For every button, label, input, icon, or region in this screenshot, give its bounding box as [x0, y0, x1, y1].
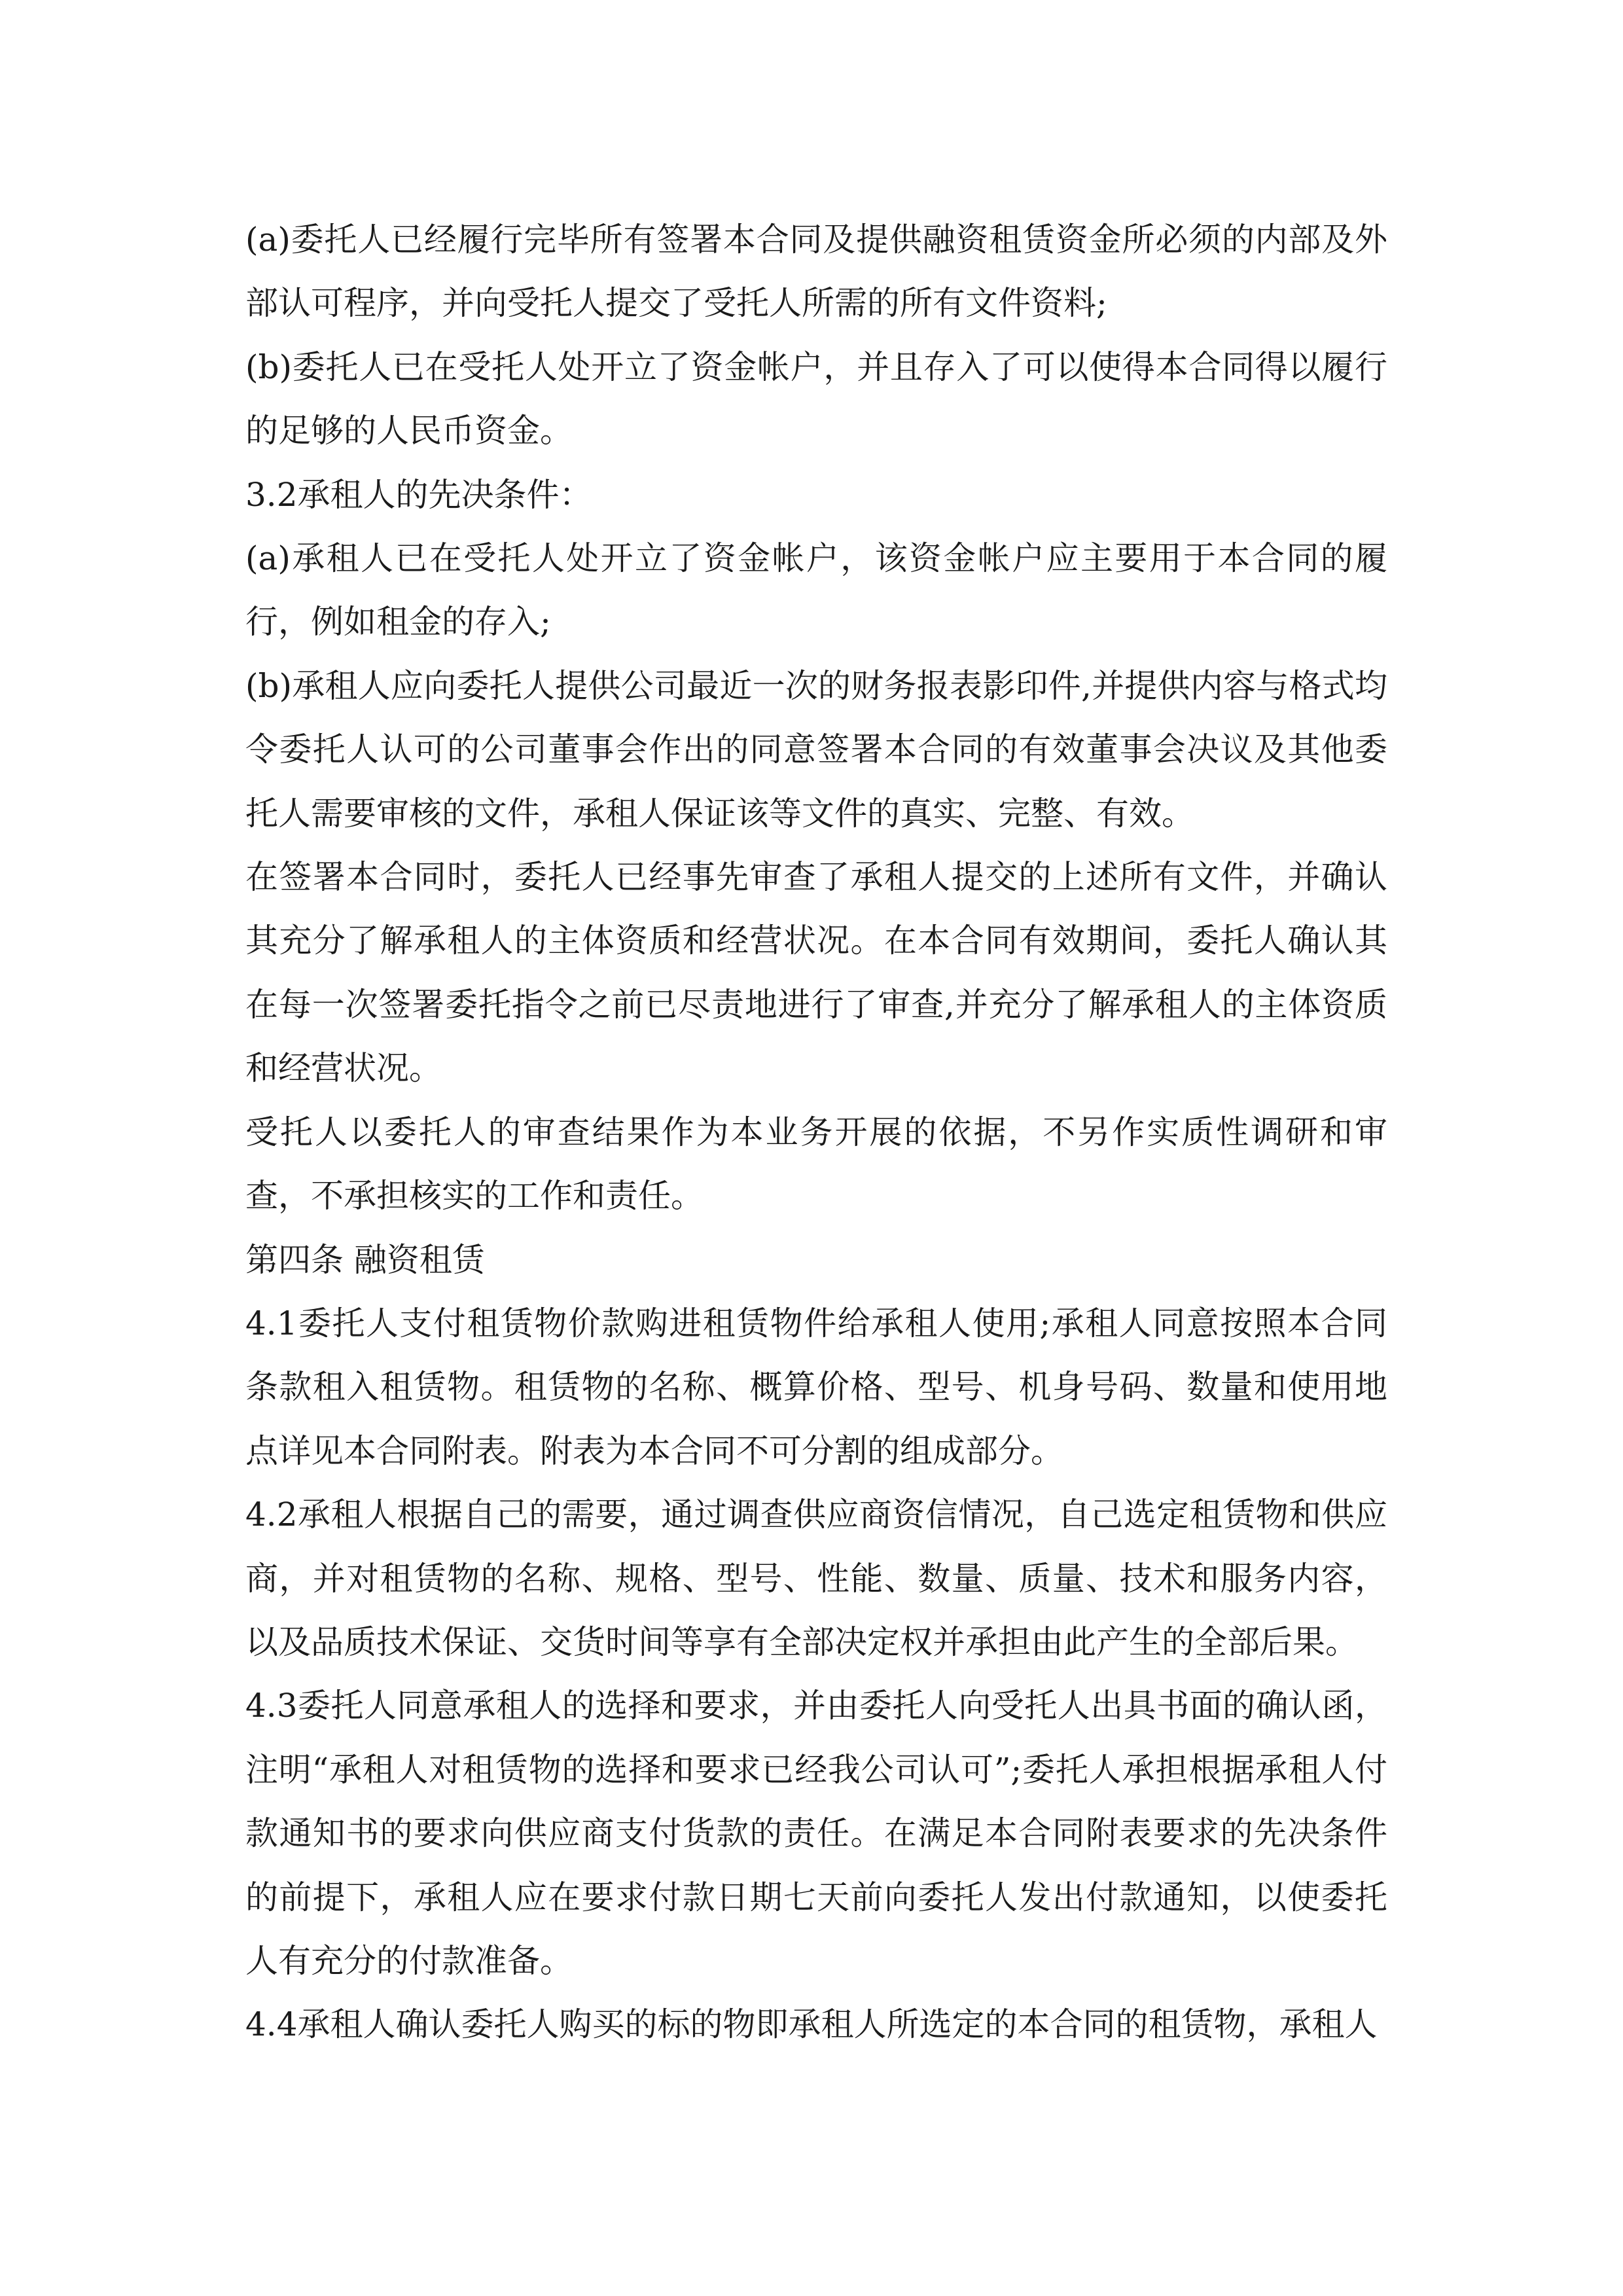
- paragraph-4-2: 4.2承租人根据自己的需要，通过调查供应商资信情况，自己选定租赁物和供应商，并对租赁物的名称、规格、型号、性能、数量、质量、技术和服务内容，以及品质技术保证、交货时间等享有全部决定权并承担由此产生的全部后果。: [245, 1496, 1387, 1661]
- article-heading-4: 第四条 融资租赁: [245, 1240, 485, 1279]
- section-heading-3-2: 3.2承租人的先决条件：: [245, 475, 592, 514]
- paragraph-4-4: 4.4承租人确认委托人购买的标的物即承租人所选定的本合同的租赁物，承租人: [245, 2005, 1378, 2044]
- paragraph-3-2-b: (b)承租人应向委托人提供公司最近一次的财务报表影印件,并提供内容与格式均令委托人认可的公司董事会作出的同意签署本合同的有效董事会决议及其他委托人需要审核的文件，承租人保证该等文件的真实、完整、有效。: [245, 666, 1387, 833]
- paragraph-trustee-basis: 受托人以委托人的审查结果作为本业务开展的依据，不另作实质性调研和审查，不承担核实的工作和责任。: [245, 1113, 1387, 1215]
- document-body: [245, 208, 1387, 2057]
- paragraph-4-1: 4.1委托人支付租赁物价款购进租赁物件给承租人使用;承租人同意按照本合同条款租入租赁物。租赁物的名称、概算价格、型号、机身号码、数量和使用地点详见本合同附表。附表为本合同不可分割的组成部分。: [245, 1304, 1387, 1470]
- paragraph-3-1-a: (a)委托人已经履行完毕所有签署本合同及提供融资租赁资金所必须的内部及外部认可程序，并向受托人提交了受托人所需的所有文件资料;: [245, 221, 1387, 323]
- paragraph-review: 在签署本合同时，委托人已经事先审查了承租人提交的上述所有文件，并确认其充分了解承租人的主体资质和经营状况。在本合同有效期间，委托人确认其在每一次签署委托指令之前已尽责地进行了审查,并充分了解承租人的主体资质和经营状况。: [245, 858, 1387, 1088]
- paragraph-3-1-b: (b)委托人已在受托人处开立了资金帐户，并且存入了可以使得本合同得以履行的足够的人民币资金。: [245, 348, 1387, 450]
- paragraph-4-3: 4.3委托人同意承租人的选择和要求，并由委托人向受托人出具书面的确认函，注明“承租人对租赁物的选择和要求已经我公司认可”;委托人承担根据承租人付款通知书的要求向供应商支付货款的责任。在满足本合同附表要求的先决条件的前提下，承租人应在要求付款日期七天前向委托人发出付款通知，以使委托人有充分的付款准备。: [245, 1687, 1387, 1980]
- paragraph-3-2-a: (a)承租人已在受托人处开立了资金帐户，该资金帐户应主要用于本合同的履行，例如租金的存入;: [245, 539, 1387, 641]
